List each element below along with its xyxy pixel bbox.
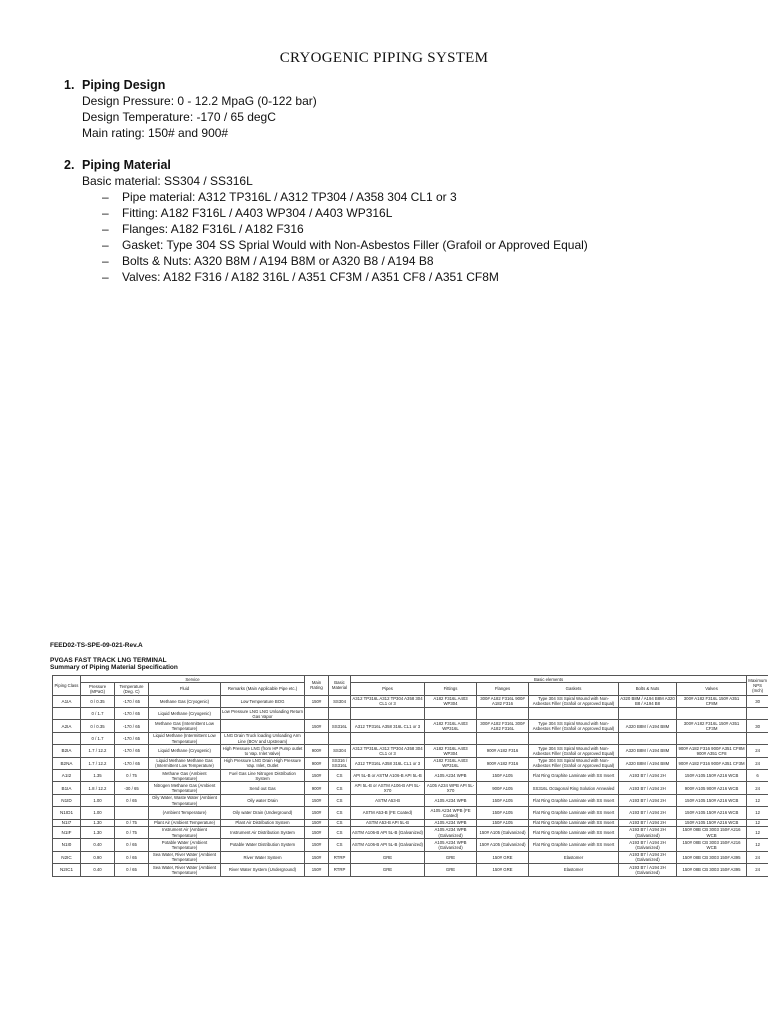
table-cell: Flat Ring Graphite Laminate with SS Insert [529, 839, 619, 851]
table-cell: SS316L [329, 720, 351, 732]
group-header-service: Service [81, 676, 305, 683]
table-cell: 0 / 75 [115, 770, 149, 782]
table-cell: A193 B7 / A194 2H [619, 807, 677, 819]
table-cell: 150# GRE [477, 864, 529, 876]
table-cell: CS [329, 770, 351, 782]
piping-class-cell: A1I2 [53, 770, 81, 782]
table-cell: CS [329, 839, 351, 851]
header-cell: Piping Class [53, 676, 81, 696]
table-cell: (Ambient Temperature) [149, 807, 221, 819]
table-cell: A193 B7 / A194 2H (Galvanized) [619, 864, 677, 876]
scan-subtitle: Summary of Piping Material Specification [50, 664, 178, 671]
table-cell: 900# A105 [477, 782, 529, 794]
table-cell: -170 / 65 [115, 720, 149, 732]
table-cell [425, 708, 477, 720]
table-cell: A193 B7 / A194 2H [619, 782, 677, 794]
table-cell: 12 [747, 807, 768, 819]
table-cell: 150# A105 150# A216 WCB [677, 819, 747, 826]
section-heading [64, 157, 744, 173]
table-cell: 24 [747, 745, 768, 757]
table-cell: Low Temperature BOG [221, 695, 305, 707]
table-cell [305, 708, 329, 720]
table-cell: ASTM A53-B [351, 794, 425, 806]
table-cell: Methane Gas (Cryogenic) [149, 695, 221, 707]
table-cell: A105 A234 WPB (Galvanized) [425, 826, 477, 838]
section-piping-material [64, 157, 744, 285]
table-cell: -170 / 65 [115, 732, 149, 744]
table-cell: A193 B7 / A194 2H (Galvanized) [619, 826, 677, 838]
table-cell: 0 / 75 [115, 819, 149, 826]
table-cell: 0 / 0.35 [81, 695, 115, 707]
table-cell: 900# [305, 782, 329, 794]
table-cell: Elastomer [529, 851, 619, 863]
table-cell: SS316 / SS316L [329, 757, 351, 769]
list-item [102, 221, 744, 237]
table-cell: 0.40 [81, 864, 115, 876]
table-cell: 150# GRE [477, 851, 529, 863]
table-cell [115, 807, 149, 819]
table-cell: 150# A105 [477, 770, 529, 782]
table-cell: Plant Air Distribution System [221, 819, 305, 826]
table-cell: Plant Air (Ambient Temperature) [149, 819, 221, 826]
bullet-text: Bolts & Nuts: A320 B8M / A194 B8M or A320 B8 / A194 B8 [122, 254, 434, 268]
table-cell: 150# A105 [477, 819, 529, 826]
basic-material-line: Basic material: SS304 / SS316L [82, 174, 253, 188]
table-cell: -30 / 65 [115, 782, 149, 794]
table-cell [747, 732, 768, 744]
header-cell: Pipes [351, 683, 425, 695]
table-cell: 1.7 / 12.2 [81, 757, 115, 769]
table-cell: 900# A182 F316 [477, 745, 529, 757]
table-cell: Sea Water, River Water (Ambient Temperature) [149, 851, 221, 863]
table-cell: 1.35 [81, 770, 115, 782]
header-cell: Flanges [477, 683, 529, 695]
header-cell: Maximum NPS (Inch) [747, 676, 768, 696]
table-cell: 12 [747, 826, 768, 838]
table-cell: GRE [425, 864, 477, 876]
table-cell: 900# A182 F316 900# A351 CF3M [677, 757, 747, 769]
header-cell: Temperature (Deg. C) [115, 683, 149, 695]
table-cell: 0 / 65 [115, 851, 149, 863]
table-cell: 150# A105 [477, 807, 529, 819]
list-item [102, 269, 744, 285]
piping-class-cell: N1ID1 [53, 807, 81, 819]
table-cell: A320 B8M / A194 B8M [619, 757, 677, 769]
bullet-dash: – [102, 190, 109, 204]
table-cell: River Water System (Underground) [221, 864, 305, 876]
table-cell: RTRP [329, 851, 351, 863]
table-cell: 12 [747, 839, 768, 851]
main-rating-line: Main rating: 150# and 900# [82, 126, 229, 140]
section-number: 2. [64, 158, 75, 172]
piping-class-cell: N1I7 [53, 819, 81, 826]
table-cell: 900# A105 900# A216 WCB [677, 782, 747, 794]
bullet-text: Fitting: A182 F316L / A403 WP304 / A403 WP316L [122, 206, 393, 220]
table-row [53, 732, 768, 744]
piping-class-cell: A2IA [53, 720, 81, 732]
bullet-text: Pipe material: A312 TP316L / A312 TP304 / A358 304 CL1 or 3 [122, 190, 457, 204]
table-row [53, 807, 768, 819]
table-cell: CS [329, 794, 351, 806]
header-cell: Bolts & Nuts [619, 683, 677, 695]
section-heading [64, 77, 744, 93]
table-row [53, 770, 768, 782]
table-cell: 0 / 65 [115, 794, 149, 806]
table-cell [529, 732, 619, 744]
table-cell: Type 304 SS Spiral Wound with Non-Asbestos Filler (Grafoil or Approved Equal) [529, 757, 619, 769]
table-cell: 24 [747, 782, 768, 794]
table-cell: Potable Water (Ambient Temperature) [149, 839, 221, 851]
bullet-dash: – [102, 254, 109, 268]
table-cell: 150# [305, 770, 329, 782]
table-cell: A105 A234 WPB (FE Coated) [425, 807, 477, 819]
piping-class-cell [53, 708, 81, 720]
table-cell: 150# A105 150# A216 WCB [677, 794, 747, 806]
table-cell [529, 708, 619, 720]
table-row [53, 757, 768, 769]
table-cell: 0.90 [81, 851, 115, 863]
table-cell: A312 TP316L A358 316L CL1 or 3 [351, 720, 425, 732]
piping-class-cell: N2IC1 [53, 864, 81, 876]
piping-class-cell [53, 732, 81, 744]
table-cell: 150# A105 150# A216 WCB [677, 770, 747, 782]
bullet-dash: – [102, 270, 109, 284]
table-cell: 150# [305, 720, 329, 732]
section-title: Piping Design [82, 78, 166, 92]
table-cell: 12 [747, 819, 768, 826]
table-cell: 900# [305, 745, 329, 757]
table-cell: Methane Gas (Intermittent Low Temperature) [149, 720, 221, 732]
header-cell: Remarks (Main Applicable Pipe etc.) [221, 683, 305, 695]
piping-class-cell: N1ID [53, 794, 81, 806]
table-row [53, 708, 768, 720]
table-cell: A182 F316L A403 WP316L [425, 757, 477, 769]
table-cell: 900# A182 F316 [477, 757, 529, 769]
table-cell: 150# A105 150# A216 WCB [677, 807, 747, 819]
table-row [53, 782, 768, 794]
bullet-dash: – [102, 206, 109, 220]
table-cell: 1.00 [81, 807, 115, 819]
table-cell: A182 F316L A403 WP304 [425, 695, 477, 707]
table-row [53, 864, 768, 876]
bullet-text: Gasket: Type 304 SS Sprial Would with Non-Asbestos Filler (Grafoil or Approved Equal) [122, 238, 588, 252]
table-cell [677, 708, 747, 720]
table-cell: Send out Gas [221, 782, 305, 794]
table-cell: Oily Water, Waste Water (Ambient Temperature) [149, 794, 221, 806]
table-cell: CS [329, 782, 351, 794]
table-row [53, 695, 768, 707]
table-cell: 1.7 / 12.2 [81, 745, 115, 757]
table-cell: CS [329, 819, 351, 826]
piping-class-cell: B2NA [53, 757, 81, 769]
table-cell [619, 708, 677, 720]
table-cell: ASTM A106-B API 5L-B (Galvanized) [351, 839, 425, 851]
group-header-basic-elements: Basic elements [351, 676, 747, 683]
table-cell: A312 TP316L A312 TP304 A358 304 CL1 or 3 [352, 745, 423, 756]
table-cell: Liquid Methane Methane Gas (Intermittent Low Temperature) [149, 757, 221, 769]
table-cell [329, 732, 351, 744]
table-cell [221, 720, 305, 732]
bullet-text: Flanges: A182 F316L / A182 F316 [122, 222, 304, 236]
material-bullet-list [64, 189, 744, 285]
table-cell: 0 / 1.7 [81, 732, 115, 744]
scan-doc-reference: FEED02-TS-SPE-09-021-Rev.A [50, 642, 143, 649]
table-cell: 150# [305, 807, 329, 819]
table-cell: 0 / 0.35 [81, 720, 115, 732]
table-cell: Liquid Methane (Intermittent Low Temperature) [149, 732, 221, 744]
table-cell: 150# 08B CB 3003 150# A395 [677, 851, 747, 863]
table-cell: 300# A182 F316L 150# A351 CF3M [677, 720, 747, 732]
table-cell: ASTM A53-B API 5L-B [351, 819, 425, 826]
table-cell: 150# [305, 819, 329, 826]
table-cell: -170 / 65 [115, 757, 149, 769]
list-item [102, 237, 744, 253]
table-cell: 150# [305, 864, 329, 876]
table-cell: Flat Ring Graphite Laminate with SS Insert [529, 807, 619, 819]
table-cell: Potable Water Distribution System [221, 839, 305, 851]
table-cell: 150# [305, 794, 329, 806]
table-cell: Fuel Gas Line Nitrogen Distribution System [221, 770, 305, 782]
table-cell: River Water System [221, 851, 305, 863]
table-cell: Oily water Drain (Underground) [221, 807, 305, 819]
table-row [53, 839, 768, 851]
section-piping-design [64, 77, 744, 141]
table-cell: High Pressure LNG (from HP Pump outlet to Vap. Inlet Valve) [221, 745, 305, 757]
table-cell: GRE [425, 851, 477, 863]
table-cell: High Pressure LNG Drain High Pressure Vap. Inlet, Outlet [221, 757, 305, 769]
table-cell: Sea Water, River Water (Ambient Temperature) [149, 864, 221, 876]
table-cell: 1.30 [81, 819, 115, 826]
table-cell: A320 B8M / A194 B8M A320 B8 / A194 B8 [620, 696, 675, 707]
table-cell: A105 A234 WPB (Galvanized) [425, 839, 477, 851]
table-cell: 30 [747, 720, 768, 732]
header-cell: Valves [677, 683, 747, 695]
table-cell: 150# [305, 826, 329, 838]
header-cell: Pressure (MPaG) [81, 683, 115, 695]
table-row [53, 745, 768, 757]
table-cell: 1.8 / 12.2 [81, 782, 115, 794]
header-cell: Fittings [425, 683, 477, 695]
table-cell: ASTM A53-B (FE Coated) [351, 807, 425, 819]
section-title: Piping Material [82, 158, 171, 172]
table-cell: -170 / 65 [115, 745, 149, 757]
table-cell: 150# A105 (Galvanized) [477, 839, 529, 851]
table-cell: CS [329, 807, 351, 819]
table-cell: 1.30 [81, 826, 115, 838]
table-cell: API 5L-B or ASTM A106-B API 5L-B [351, 770, 425, 782]
table-cell: Flat Ring Graphite Laminate with SS Insert [529, 826, 619, 838]
table-cell: ASTM A106-B API 5L-B (Galvanized) [351, 826, 425, 838]
table-cell: 24 [747, 757, 768, 769]
table-cell: 24 [747, 864, 768, 876]
table-cell: Methane Gas (Ambient Temperature) [149, 770, 221, 782]
table-row [53, 794, 768, 806]
table-cell: Nitrogen Methane Gas (Ambient Temperature) [149, 782, 221, 794]
table-cell: Elastomer [529, 864, 619, 876]
table-cell: 6 [747, 770, 768, 782]
table-cell: Liquid Methane (Cryogenic) [149, 708, 221, 720]
table-cell: SS304 [329, 745, 351, 757]
table-cell: 24 [747, 851, 768, 863]
table-cell: Instrument Air Distribution System [221, 826, 305, 838]
header-cell: Main Rating [305, 676, 329, 696]
table-row [53, 720, 768, 732]
table-cell: Type 304 SS Spiral Wound with Non-Asbestos Filler (Grafoil or Approved Equal) [529, 695, 619, 707]
table-cell: 0 / 65 [115, 839, 149, 851]
table-cell: API 5L-B or ASTM A106-B API 5L-X70 [351, 782, 425, 794]
document-title: CRYOGENIC PIPING SYSTEM [279, 50, 489, 66]
piping-class-cell: N1I0 [53, 839, 81, 851]
design-pressure-line: Design Pressure: 0 - 12.2 MpaG (0-122 bar) [82, 94, 317, 108]
table-cell: Liquid Methane (Cryogenic) [149, 745, 221, 757]
bullet-dash: – [102, 222, 109, 236]
table-cell [619, 732, 677, 744]
table-cell: 150# [305, 695, 329, 707]
table-cell: Flat Ring Graphite Laminate with SS Insert [529, 794, 619, 806]
table-cell: 0 / 75 [115, 826, 149, 838]
table-cell: LNG Drain Truck loading Unloading Arm Line (BOV and Upstream) [221, 732, 305, 744]
table-cell: SS316L Octagonal Ring Solution Annealed [529, 782, 619, 794]
header-cell: Fluid [149, 683, 221, 695]
table-cell: A105 A234 WPB [425, 794, 477, 806]
table-cell: A320 B8M / A194 B8M [619, 720, 677, 732]
table-cell: 900# [305, 757, 329, 769]
material-spec-table [52, 675, 768, 877]
table-cell: GRE [351, 851, 425, 863]
table-cell: 150# 08B CB 3003 150# A216 WCB [677, 826, 747, 838]
table-cell [425, 732, 477, 744]
table-cell: GRE [351, 864, 425, 876]
table-cell: 12 [747, 794, 768, 806]
table-cell: -170 / 65 [115, 695, 149, 707]
table-row [53, 819, 768, 826]
table-cell: A193 B7 / A194 2H [619, 794, 677, 806]
table-cell [351, 732, 425, 744]
table-cell: 0 / 65 [115, 864, 149, 876]
table-cell: 300# A182 F316L 300# A182 F316L [477, 720, 529, 732]
table-cell [477, 708, 529, 720]
piping-class-cell: N1IF [53, 826, 81, 838]
table-cell: 150# 08B CB 3003 150# A395 [677, 864, 747, 876]
table-cell [477, 732, 529, 744]
table-cell: A182 F316L A403 WP316L [425, 720, 477, 732]
table-cell: A312 TP316L A358 316L CL1 or 3 [351, 757, 425, 769]
table-cell [747, 708, 768, 720]
table-row [53, 826, 768, 838]
table-cell: CS [329, 826, 351, 838]
table-cell: 300# A182 F316L 900# A182 F316 [477, 695, 529, 707]
header-cell: Basic Material [329, 676, 351, 696]
table-cell: SS304 [329, 695, 351, 707]
table-cell: A105 A234 WPB [425, 819, 477, 826]
table-cell: 300# A182 F316L 150# A351 CF8M [677, 695, 747, 707]
table-cell: Oily water Drain [221, 794, 305, 806]
table-cell: A193 B7 / A194 2H [619, 819, 677, 826]
table-row [53, 851, 768, 863]
table-cell: A193 B7 / A194 2H (Galvanized) [619, 839, 677, 851]
list-item [102, 253, 744, 269]
piping-class-cell: B1IA [53, 782, 81, 794]
table-cell [351, 708, 425, 720]
scanned-spec-table [50, 642, 768, 1024]
piping-class-cell: B2IA [53, 745, 81, 757]
table-cell: 1.00 [81, 794, 115, 806]
piping-class-cell: N2IC [53, 851, 81, 863]
table-cell: 150# [305, 839, 329, 851]
table-cell: A312 TP316L A312 TP304 A358 304 CL1 or 3 [352, 696, 423, 707]
section-number: 1. [64, 78, 75, 92]
bullet-text: Valves: A182 F316 / A182 316L / A351 CF3M / A351 CF8 / A351 CF8M [122, 270, 499, 284]
table-cell: 150# [305, 851, 329, 863]
table-cell [305, 732, 329, 744]
design-temperature-line: Design Temperature: -170 / 65 degC [82, 110, 276, 124]
table-cell: Instrument Air (Ambient Temperature) [149, 826, 221, 838]
table-cell: 150# A105 (Galvanized) [477, 826, 529, 838]
table-cell: 0.40 [81, 839, 115, 851]
table-cell: 150# 08B CB 3003 150# A216 WCB [677, 839, 747, 851]
table-cell: 900# A182 F316 900# A351 CF8M 900# A351 CF8 [678, 745, 745, 756]
piping-class-cell: A1IA [53, 695, 81, 707]
table-cell: 150# A105 [477, 794, 529, 806]
table-cell [329, 708, 351, 720]
table-cell: A320 B8M / A194 B8M [619, 745, 677, 757]
table-cell: 0 / 1.7 [81, 708, 115, 720]
table-cell: Flat Ring Graphite Laminate with SS Insert [529, 770, 619, 782]
header-cell: Gaskets [529, 683, 619, 695]
table-cell: A193 B7 / A194 2H [619, 770, 677, 782]
table-cell: RTRP [329, 864, 351, 876]
table-cell: A105 A234 WPB API 5L-X70 [425, 782, 477, 794]
table-cell: Type 304 SS Spiral Wound with Non-Asbestos Filler (Grafoil or Approved Equal) [529, 720, 619, 732]
bullet-dash: – [102, 238, 109, 252]
table-cell: 30 [747, 695, 768, 707]
table-cell: A105 A234 WPB [425, 770, 477, 782]
list-item [102, 205, 744, 221]
list-item [102, 189, 744, 205]
table-cell: Low Pressure LNG LNG Unloading Return Gas Vapor [222, 708, 303, 719]
table-cell: A182 F316L A403 WP304 [425, 745, 477, 757]
table-cell: -170 / 65 [115, 708, 149, 720]
table-cell: Flat Ring Graphite Laminate with SS Insert [529, 819, 619, 826]
table-cell: Type 304 SS Spiral Wound with Non-Asbestos Filler (Grafoil or Approved Equal) [529, 745, 619, 757]
scan-project-title: PVGAS FAST TRACK LNG TERMINAL [50, 657, 167, 664]
table-cell [677, 732, 747, 744]
spec-table-body [53, 695, 768, 876]
table-cell: A193 B7 / A194 2H (Galvanized) [619, 851, 677, 863]
